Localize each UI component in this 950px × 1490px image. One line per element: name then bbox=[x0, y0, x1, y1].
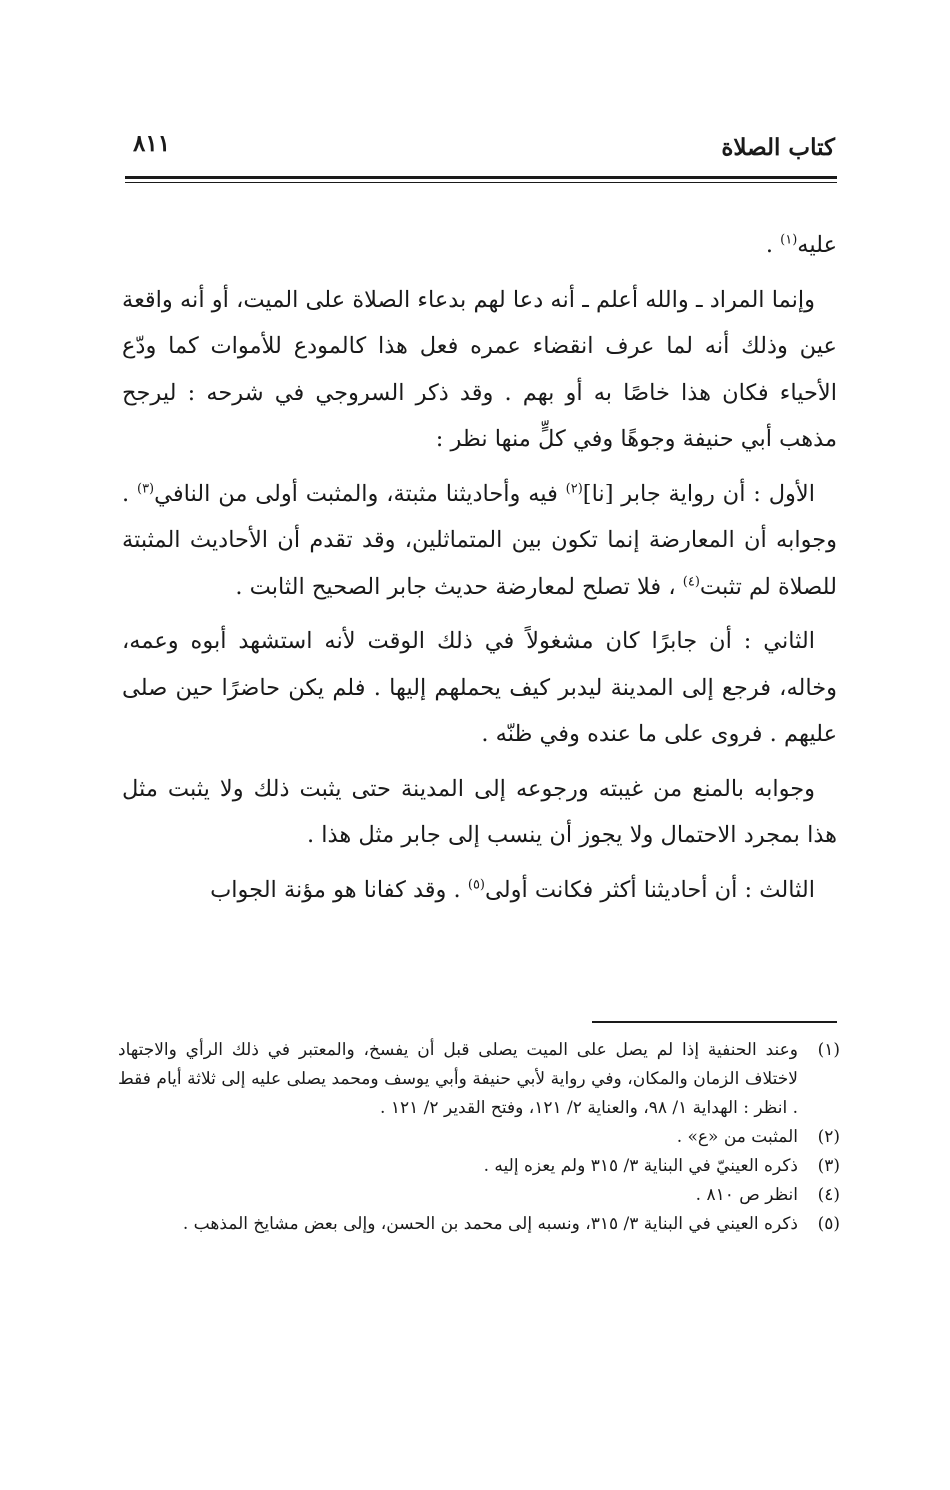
footnote-2-number: (٢) bbox=[817, 1127, 840, 1147]
footnote-1 bbox=[118, 1036, 840, 1123]
footnote-5-number: (٥) bbox=[817, 1214, 840, 1234]
footnotes bbox=[118, 1036, 840, 1239]
footnote-ref-2: (٢) bbox=[565, 481, 583, 496]
header-rule-thin bbox=[125, 182, 837, 183]
footnote-2-text: المثبت من «ع» . bbox=[676, 1127, 798, 1147]
paragraph-5: وجوابه بالمنع من غيبته ورجوعه إلى المدينة حتى يثبت ذلك ولا يثبت مثل هذا بمجرد الاحتمال ولا يجوز أن ينسب إلى جابر مثل هذا . bbox=[122, 775, 837, 848]
footnote-3 bbox=[118, 1152, 840, 1181]
paragraph-6-part-a: الثالث : أن أحاديثنا أكثر فكانت أولى bbox=[485, 876, 815, 903]
paragraph-2: وإنما المراد ـ والله أعلم ـ أنه دعا لهم بدعاء الصلاة على الميت، أو أنه واقعة عين وذلك أنه لما عرف انقضاء عمره فعل هذا كالمودع للأموات كما ودّع الأحياء فكان هذا خاصًا به أو بهم . وقد ذكر السروجي في شرحه : ليرجح مذهب أبي حنيفة وجوهًا وفي كلٍّ منها نظر : bbox=[122, 286, 837, 452]
header-rule-thick bbox=[125, 176, 837, 179]
footnote-separator bbox=[592, 1021, 837, 1023]
footnote-1-text: وعند الحنفية إذا لم يصل على الميت يصلى قبل أن يفسخ، والمعتبر في ذلك الرأي والاجتهاد لاختلاف الزمان والمكان، وفي رواية لأبي حنيفة وأبي يوسف ومحمد يصلى عليه إلى ثلاثة أيام فقط . انظر : الهداية ١/ ٩٨، والعناية ٢/ ١٢١، وفتح القدير ٢/ ١٢١ . bbox=[118, 1040, 798, 1118]
paragraph-3-part-d: ، فلا تصلح لمعارضة حديث جابر الصحيح الثابت . bbox=[235, 573, 683, 600]
paragraph-6 bbox=[122, 867, 837, 914]
footnote-ref-1: (١) bbox=[780, 232, 798, 248]
paragraph-3 bbox=[122, 471, 837, 611]
footnote-4-number: (٤) bbox=[817, 1185, 840, 1205]
page-number: ٨١١ bbox=[133, 130, 171, 157]
paragraph-3-part-c: . وجوابه أن المعارضة إنما تكون بين المتماثلين، وقد تقدم أن الأحاديث المثبتة للصلاة لم تثبت bbox=[122, 480, 837, 600]
paragraph-3-part-b: فيه وأحاديثنا مثبتة، والمثبت أولى من النافي bbox=[154, 480, 566, 507]
footnote-3-text: ذكره العينيّ في البناية ٣/ ٣١٥ ولم يعزه إليه . bbox=[483, 1156, 798, 1176]
paragraph-1-text: عليه bbox=[797, 232, 837, 258]
paragraph-6-part-b: . وقد كفانا هو مؤنة الجواب bbox=[210, 876, 468, 903]
footnote-4-text: انظر ص ٨١٠ . bbox=[695, 1185, 798, 1205]
footnote-ref-3: (٣) bbox=[136, 481, 155, 496]
paragraph-4: الثاني : أن جابرًا كان مشغولاً في ذلك الوقت لأنه استشهد أبوه وعمه، وخاله، فرجع إلى المدينة ليدبر كيف يحملهم إليها . فلم يكن حاضرًا حين صلى عليهم . فروى على ما عنده وفي ظنّه . bbox=[122, 628, 837, 747]
running-header bbox=[125, 128, 835, 174]
main-text bbox=[122, 222, 837, 921]
footnote-3-number: (٣) bbox=[817, 1156, 840, 1176]
footnote-2 bbox=[118, 1123, 840, 1152]
paragraph-1-tail: . bbox=[765, 232, 781, 258]
chapter-title: كتاب الصلاة bbox=[721, 134, 835, 161]
footnote-4 bbox=[118, 1181, 840, 1210]
paragraph-1 bbox=[122, 222, 837, 269]
paragraph-3-part-a: الأول : أن رواية جابر [نا] bbox=[582, 480, 815, 507]
footnote-5-text: ذكره العيني في البناية ٣/ ٣١٥، ونسبه إلى محمد بن الحسن، وإلى بعض مشايخ المذهب . bbox=[182, 1214, 798, 1234]
footnote-ref-4: (٤) bbox=[682, 574, 700, 589]
footnote-1-number: (١) bbox=[817, 1040, 840, 1060]
footnote-ref-5: (٥) bbox=[467, 877, 485, 892]
footnote-5 bbox=[118, 1210, 840, 1239]
